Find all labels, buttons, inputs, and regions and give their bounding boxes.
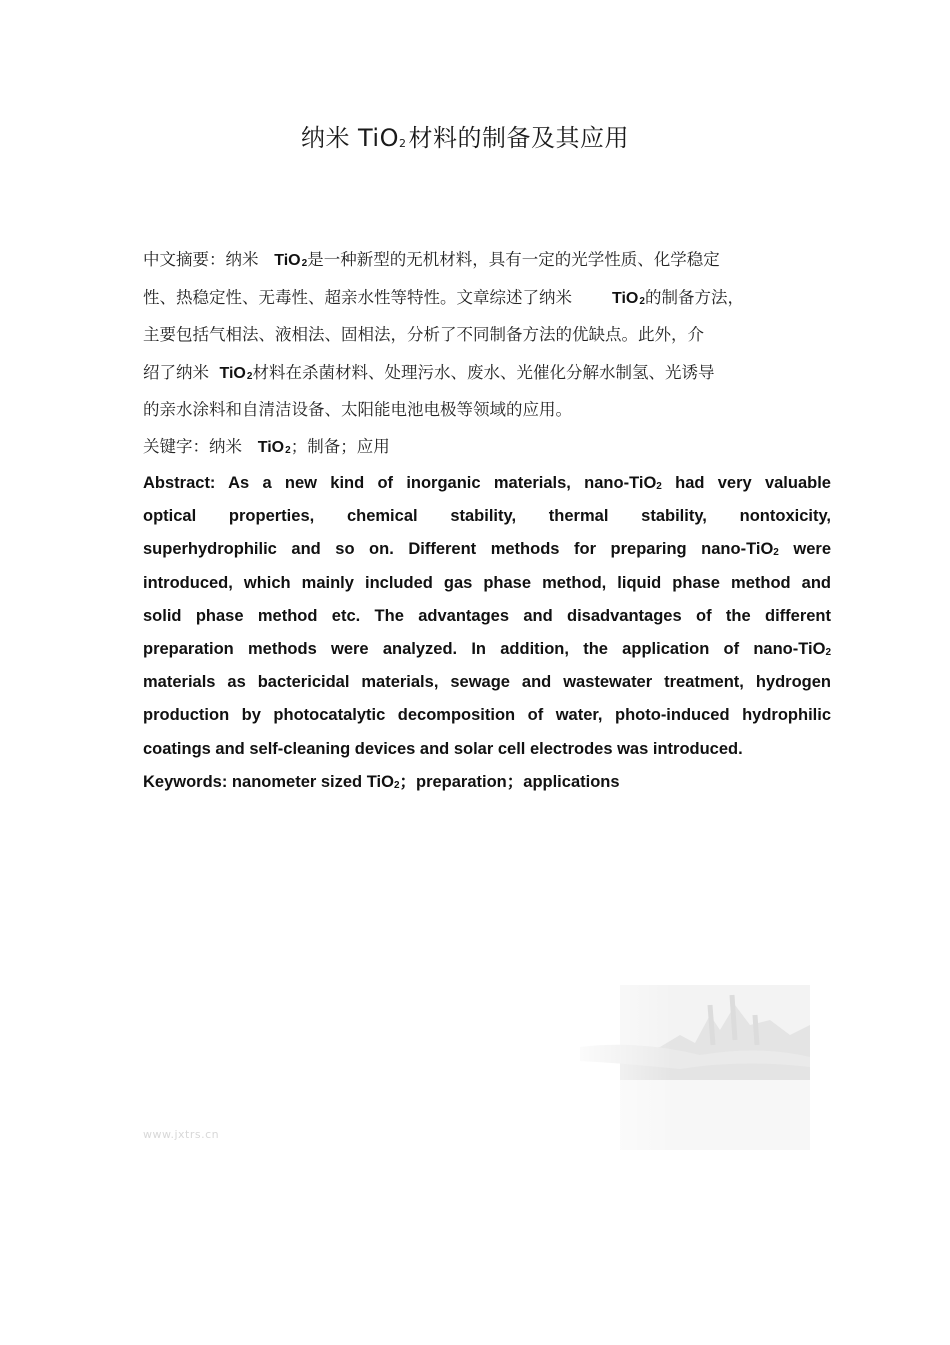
- title-suffix: 材料的制备及其应用: [408, 124, 629, 152]
- en-abstract-line: [143, 538, 831, 571]
- en-text: optical properties, chemical stability, thermal stability, nontoxicity,: [143, 507, 831, 526]
- subscript: 2: [656, 481, 662, 492]
- paper-title: [0, 118, 930, 153]
- en-abstract-line: [143, 704, 831, 737]
- subscript: 2: [825, 646, 831, 658]
- en-abstract-line: [143, 505, 831, 538]
- zh-text: 的制备方法，: [644, 288, 744, 307]
- zh-text: 的亲水涂料和自清洁设备、太阳能电池电极等领域的应用。: [143, 400, 572, 419]
- zh-keywords: [143, 437, 390, 460]
- english-abstract: [143, 472, 831, 804]
- zh-text: 主要包括气相法、液相法、固相法，分析了不同制备方法的优缺点。此外，介: [143, 325, 704, 344]
- en-text: preparation methods were analyzed. In addition, the application of nano-TiO: [143, 639, 826, 658]
- zh-abstract-line: [143, 363, 714, 386]
- en-text: introduced, which mainly included gas phase method, liquid phase method and: [143, 573, 831, 592]
- tio-text: TiO: [257, 439, 285, 456]
- en-abstract-line: [143, 738, 831, 771]
- zh-abstract-line: [143, 400, 572, 420]
- en-keywords-label: Keywords: nanometer sized TiO: [143, 772, 394, 791]
- tio-formula: [258, 439, 291, 456]
- tio-text: TiO: [612, 290, 639, 307]
- title-tio-subscript: 2: [398, 137, 407, 150]
- tio-text: TiO: [274, 252, 301, 269]
- landscape-watermark-image: [560, 985, 810, 1150]
- en-text: were: [778, 540, 831, 559]
- en-abstract-line: [143, 605, 831, 638]
- en-text: coatings and self-cleaning devices and solar cell electrodes was introduced.: [143, 739, 743, 758]
- zh-keywords-label: 关键字：纳米: [143, 437, 242, 456]
- title-prefix: 纳米: [301, 124, 350, 152]
- en-text: superhydrophilic and so on. Different methods for preparing nano-TiO: [143, 540, 774, 559]
- watermark-text: www.jxtrs.cn: [143, 1128, 220, 1141]
- zh-text: 是一种新型的无机材料，具有一定的光学性质、化学稳定: [307, 250, 720, 269]
- tio-text: TiO: [219, 365, 246, 382]
- zh-text: 性、热稳定性、无毒性、超亲水性等特性。文章综述了纳米: [143, 288, 572, 307]
- tio-formula: [612, 290, 645, 307]
- zh-text: 中文摘要：纳米: [143, 250, 259, 269]
- title-tio-text: TiO: [358, 124, 399, 152]
- zh-abstract-line: [143, 288, 744, 311]
- en-text: had very valuable: [661, 474, 831, 492]
- en-abstract-line: [143, 472, 831, 505]
- tio-formula: [274, 252, 307, 269]
- tio-formula: [220, 365, 253, 382]
- subscript: 2: [773, 547, 779, 559]
- zh-abstract-line: [143, 325, 704, 345]
- tio-subscript: 2: [301, 258, 308, 269]
- tio-subscript: 2: [285, 445, 291, 456]
- subscript: 2: [393, 779, 400, 791]
- en-abstract-line: [143, 638, 831, 671]
- en-text: Abstract: As a new kind of inorganic materials, nano-TiO: [143, 474, 657, 492]
- title-tio: [358, 124, 406, 152]
- zh-text: 材料在杀菌材料、处理污水、废水、光催化分解水制氢、光诱导: [252, 363, 715, 382]
- en-text: materials as bactericidal materials, sewage and wastewater treatment, hydrogen: [143, 673, 831, 692]
- en-keywords-items: ；preparation；applications: [399, 772, 620, 791]
- zh-keywords-items: ；制备；应用: [290, 437, 390, 456]
- en-keywords: [143, 771, 831, 804]
- en-text: solid phase method etc. The advantages and disadvantages of the different: [143, 606, 831, 625]
- en-abstract-line: [143, 671, 831, 704]
- zh-text: 绍了纳米: [143, 363, 209, 382]
- zh-abstract-line: [143, 250, 720, 273]
- tio-subscript: 2: [639, 296, 645, 307]
- en-abstract-line: [143, 572, 831, 605]
- en-text: production by photocatalytic decomposition of water, photo-induced hydrophilic: [143, 706, 831, 725]
- tio-subscript: 2: [246, 371, 253, 382]
